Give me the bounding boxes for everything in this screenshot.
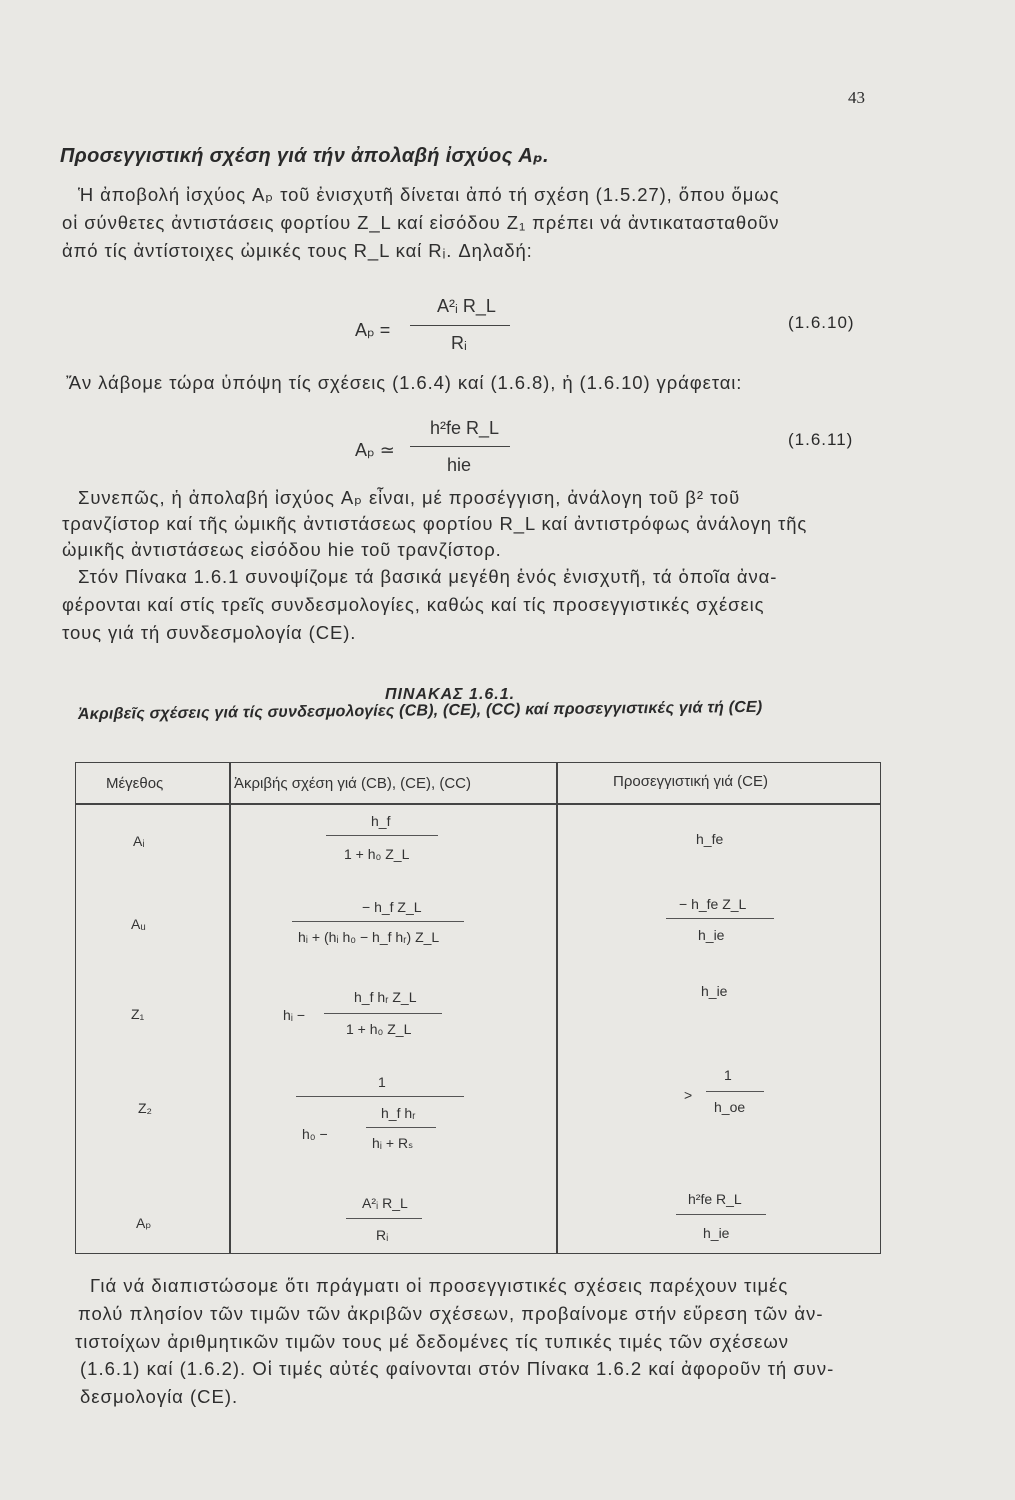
conclusion-line: φέρονται καί στίς τρεῖς συνδεσμολογίες, καθώς καί τίς προσεγγιστικές σχέσεις (62, 594, 765, 615)
fraction-bar (326, 835, 438, 836)
exact-denominator: 1 + h₀ Z_L (344, 846, 410, 862)
intro-line: ἀπό τίς ἀντίστοιχες ὠμικές τους R_L καί Rᵢ. Δηλαδή: (62, 240, 533, 261)
eq1-numerator: A²ᵢ R_L (437, 296, 496, 316)
eq1-fraction-bar (410, 325, 510, 326)
eq2-denominator: hie (447, 455, 472, 475)
approx-value: h_ie (701, 983, 728, 999)
approx-denominator: h_ie (698, 927, 725, 943)
conclusion-line: Συνεπῶς, ἡ ἀπολαβή ἰσχύος Aₚ εἶναι, μέ προσέγγιση, ἀνάλογη τοῦ β² τοῦ (78, 487, 741, 508)
mid-line: Ἄν λάβομε τώρα ὑπόψη τίς σχέσεις (1.6.4) καί (1.6.8), ἡ (1.6.10) γράφεται: (66, 372, 743, 393)
exact-inner-denominator: hᵢ + Rₛ (372, 1135, 414, 1151)
exact-prefix: h₀ − (302, 1126, 328, 1142)
eq1-number: (1.6.10) (788, 313, 855, 332)
closing-line: πολύ πλησίον τῶν τιμῶν τῶν ἀκριβῶν σχέσεων, προβαίνομε στήν εὕρεση τῶν ἀν- (78, 1303, 824, 1324)
eq1-denominator: Rᵢ (451, 333, 467, 353)
fraction-bar (676, 1214, 766, 1215)
approx-numerator: 1 (724, 1067, 732, 1083)
row-quantity: Aᵢ (133, 833, 145, 849)
table-title: ΠΙΝΑΚΑΣ 1.6.1. (385, 686, 516, 703)
eq2-lhs: Aₚ ≃ (355, 440, 395, 460)
conclusion-line: ὠμικῆς ἀντιστάσεως εἰσόδου hie τοῦ τρανζίστορ. (62, 539, 502, 560)
exact-numerator: A²ᵢ R_L (362, 1195, 408, 1211)
exact-denominator: Rᵢ (376, 1227, 389, 1243)
column-divider (556, 763, 558, 1253)
closing-line: δεσμολογία (CE). (80, 1386, 239, 1407)
fraction-bar (706, 1091, 764, 1092)
fraction-bar (346, 1218, 422, 1219)
fraction-bar (292, 921, 464, 922)
table-subtitle: Ἀκριβεῖς σχέσεις γιά τίς συνδεσμολογίες (CB), (CE), (CC) καί προσεγγιστικές γιά τή (CE) (77, 698, 763, 723)
row-quantity: Z₂ (138, 1100, 152, 1116)
exact-numerator: − h_f Z_L (362, 899, 422, 915)
exact-denominator: 1 + h₀ Z_L (346, 1021, 412, 1037)
approx-prefix: > (684, 1087, 693, 1103)
eq1-lhs: Aₚ = (355, 320, 391, 340)
header-exact: Ἀκριβής σχέση γιά (CB), (CE), (CC) (234, 775, 471, 792)
eq2-fraction-bar (410, 446, 510, 447)
intro-line: Ἡ ἀποβολή ἰσχύος Aₚ τοῦ ἐνισχυτῆ δίνεται ἀπό τή σχέση (1.5.27), ὅπου ὅμως (78, 184, 780, 205)
fraction-bar (324, 1013, 442, 1014)
exact-inner-numerator: h_f hᵣ (381, 1105, 416, 1121)
conclusion-line: Στόν Πίνακα 1.6.1 συνοψίζομε τά βασικά μεγέθη ἑνός ἐνισχυτῆ, τά ὁποῖα ἀνα- (78, 566, 778, 587)
header-quantity: Μέγεθος (106, 775, 164, 792)
intro-line: οἱ σύνθετες ἀντιστάσεις φορτίου Z_L καί εἰσόδου Z₁ πρέπει νά ἀντικατασταθοῦν (62, 212, 780, 233)
exact-numerator: 1 (378, 1074, 386, 1090)
conclusion-line: τους γιά τή συνδεσμολογία (CE). (62, 622, 357, 643)
exact-numerator: h_f hᵣ Z_L (354, 989, 417, 1005)
fraction-bar (366, 1127, 436, 1128)
exact-prefix: hᵢ − (283, 1007, 306, 1023)
eq2-numerator: h²fe R_L (430, 418, 500, 438)
header-approx: Προσεγγιστική γιά (CE) (613, 773, 769, 790)
approx-value: h_fe (696, 831, 724, 847)
approx-denominator: h_oe (714, 1099, 746, 1115)
approx-denominator: h_ie (703, 1225, 730, 1241)
section-heading: Προσεγγιστική σχέση γιά τήν ἀπολαβή ἰσχύος Aₚ. (60, 145, 549, 167)
exact-numerator: h_f (371, 813, 391, 829)
exact-denominator: hᵢ + (hᵢ h₀ − h_f hᵣ) Z_L (298, 929, 440, 945)
fraction-bar (296, 1096, 464, 1097)
row-quantity: Aᵤ (131, 916, 146, 932)
header-divider (76, 803, 880, 805)
closing-line: τιστοίχων ἀριθμητικῶν τιμῶν τους μέ δεδομένες τίς τυπικές τιμές τῶν σχέσεων (75, 1331, 790, 1352)
closing-line: Γιά νά διαπιστώσομε ὅτι πράγματι οἱ προσεγγιστικές σχέσεις παρέχουν τιμές (90, 1275, 789, 1296)
row-quantity: Aₚ (136, 1215, 152, 1231)
approx-numerator: h²fe R_L (688, 1191, 742, 1207)
column-divider (229, 763, 231, 1253)
relations-table (75, 762, 881, 1254)
page-number: 43 (848, 88, 865, 107)
eq2-number: (1.6.11) (788, 430, 854, 449)
fraction-bar (666, 918, 774, 919)
closing-line: (1.6.1) καί (1.6.2). Οἱ τιμές αὐτές φαίνονται στόν Πίνακα 1.6.2 καί ἀφοροῦν τή συν- (80, 1358, 835, 1379)
approx-numerator: − h_fe Z_L (679, 896, 747, 912)
conclusion-line: τρανζίστορ καί τῆς ὠμικῆς ἀντιστάσεως φορτίου R_L καί ἀντιστρόφως ἀνάλογη τῆς (62, 513, 808, 534)
row-quantity: Z₁ (131, 1006, 145, 1022)
